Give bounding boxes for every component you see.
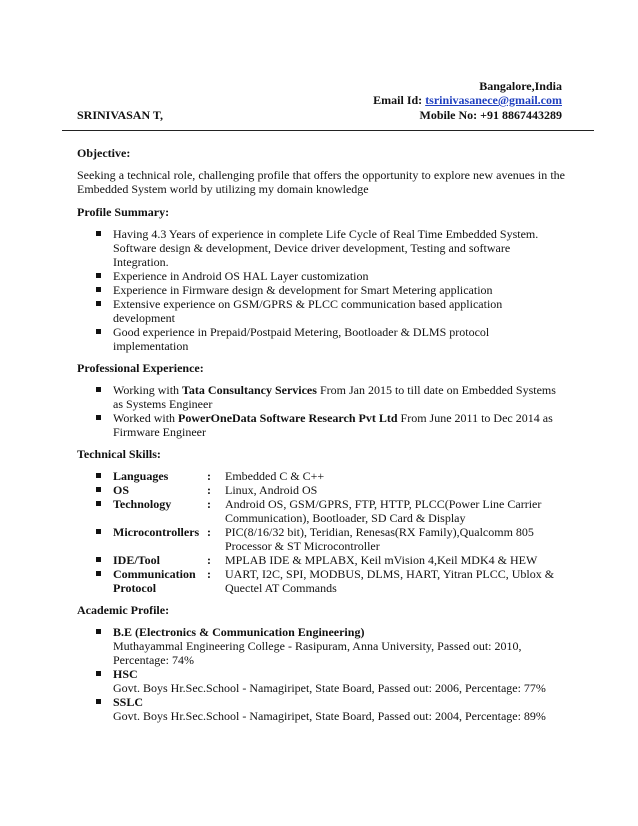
academic-list bbox=[77, 625, 565, 723]
email-link[interactable]: tsrinivasanece@gmail.com bbox=[425, 93, 562, 107]
list-item: Extensive experience on GSM/GPRS & PLCC communication based application development bbox=[77, 297, 565, 325]
academic-degree: B.E (Electronics & Communication Engineering) bbox=[113, 625, 365, 639]
email-label: Email Id: bbox=[373, 93, 423, 107]
academic-degree: SSLC bbox=[113, 695, 144, 709]
skill-value: Android OS, GSM/GPRS, FTP, HTTP, PLCC(Power Line Carrier Communication), Bootloader, SD Card & Display bbox=[225, 497, 542, 525]
skill-key: Technology bbox=[113, 497, 172, 511]
list-item bbox=[77, 525, 565, 553]
experience-pre: Worked with bbox=[113, 411, 179, 425]
experience-pre: Working with bbox=[113, 383, 183, 397]
objective-title: Objective: bbox=[77, 146, 131, 160]
list-item: Experience in Android OS HAL Layer customization bbox=[77, 269, 565, 283]
profile-list bbox=[77, 227, 565, 353]
skill-key: Languages bbox=[113, 469, 169, 483]
skill-value: PIC(8/16/32 bit), Teridian, Renesas(RX Family),Qualcomm 805 Processor & ST Microcontroller bbox=[225, 525, 534, 553]
experience-post: From Jan 2015 to till date on Embedded Systems as Systems Engineer bbox=[113, 383, 556, 411]
list-item bbox=[77, 553, 565, 567]
list-item bbox=[77, 469, 565, 483]
skill-key: Communication Protocol bbox=[113, 567, 196, 595]
academic-detail: Muthayammal Engineering College - Rasipuram, Anna University, Passed out: 2010, Percentage: 74% bbox=[113, 639, 522, 667]
list-item: Good experience in Prepaid/Postpaid Metering, Bootloader & DLMS protocol implementation bbox=[77, 325, 565, 353]
profile-title: Profile Summary: bbox=[77, 205, 170, 219]
skill-colon: : bbox=[207, 553, 211, 567]
list-item: Having 4.3 Years of experience in complete Life Cycle of Real Time Embedded System. Software design & development, Device driver development, Testing and software Integration. bbox=[77, 227, 565, 269]
academic-title: Academic Profile: bbox=[77, 603, 170, 617]
skill-value: MPLAB IDE & MPLABX, Keil mVision 4,Keil MDK4 & HEW bbox=[225, 553, 538, 567]
list-item: Experience in Firmware design & development for Smart Metering application bbox=[77, 283, 565, 297]
list-item bbox=[77, 483, 565, 497]
resume-content bbox=[77, 146, 565, 731]
skill-key: IDE/Tool bbox=[113, 553, 160, 567]
skills-list bbox=[77, 469, 565, 595]
skill-colon: : bbox=[207, 483, 211, 497]
list-item bbox=[77, 383, 565, 411]
header-email-line bbox=[373, 93, 562, 107]
academic-detail: Govt. Boys Hr.Sec.School - Namagiripet, State Board, Passed out: 2004, Percentage: 89% bbox=[113, 709, 546, 723]
experience-title: Professional Experience: bbox=[77, 361, 204, 375]
skill-value: Linux, Android OS bbox=[225, 483, 318, 497]
list-item bbox=[77, 625, 565, 667]
experience-post: From June 2011 to Dec 2014 as Firmware Engineer bbox=[113, 411, 553, 439]
skill-colon: : bbox=[207, 567, 211, 581]
list-item bbox=[77, 667, 565, 695]
experience-company: PowerOneData Software Research Pvt Ltd bbox=[178, 411, 398, 425]
skill-colon: : bbox=[207, 497, 211, 511]
list-item bbox=[77, 411, 565, 439]
skill-key: Microcontrollers bbox=[113, 525, 200, 539]
list-item bbox=[77, 497, 565, 525]
header-location: Bangalore,India bbox=[479, 79, 562, 93]
skill-value: UART, I2C, SPI, MODBUS, DLMS, HART, Yitran PLCC, Ublox & Quectel AT Commands bbox=[225, 567, 555, 595]
objective-text: Seeking a technical role, challenging profile that offers the opportunity to explore new avenues in the Embedded System world by utilizing my domain knowledge bbox=[77, 168, 565, 196]
skill-value: Embedded C & C++ bbox=[225, 469, 325, 483]
experience-list bbox=[77, 383, 565, 439]
academic-detail: Govt. Boys Hr.Sec.School - Namagiripet, State Board, Passed out: 2006, Percentage: 77% bbox=[113, 681, 546, 695]
skill-colon: : bbox=[207, 469, 211, 483]
list-item bbox=[77, 695, 565, 723]
skills-title: Technical Skills: bbox=[77, 447, 161, 461]
header-divider bbox=[62, 130, 594, 131]
skill-key: OS bbox=[113, 483, 130, 497]
list-item bbox=[77, 567, 565, 595]
skill-colon: : bbox=[207, 525, 211, 539]
candidate-name: SRINIVASAN T, bbox=[77, 108, 164, 122]
header-mobile: Mobile No: +91 8867443289 bbox=[419, 108, 562, 122]
academic-degree: HSC bbox=[113, 667, 138, 681]
experience-company: Tata Consultancy Services bbox=[182, 383, 317, 397]
